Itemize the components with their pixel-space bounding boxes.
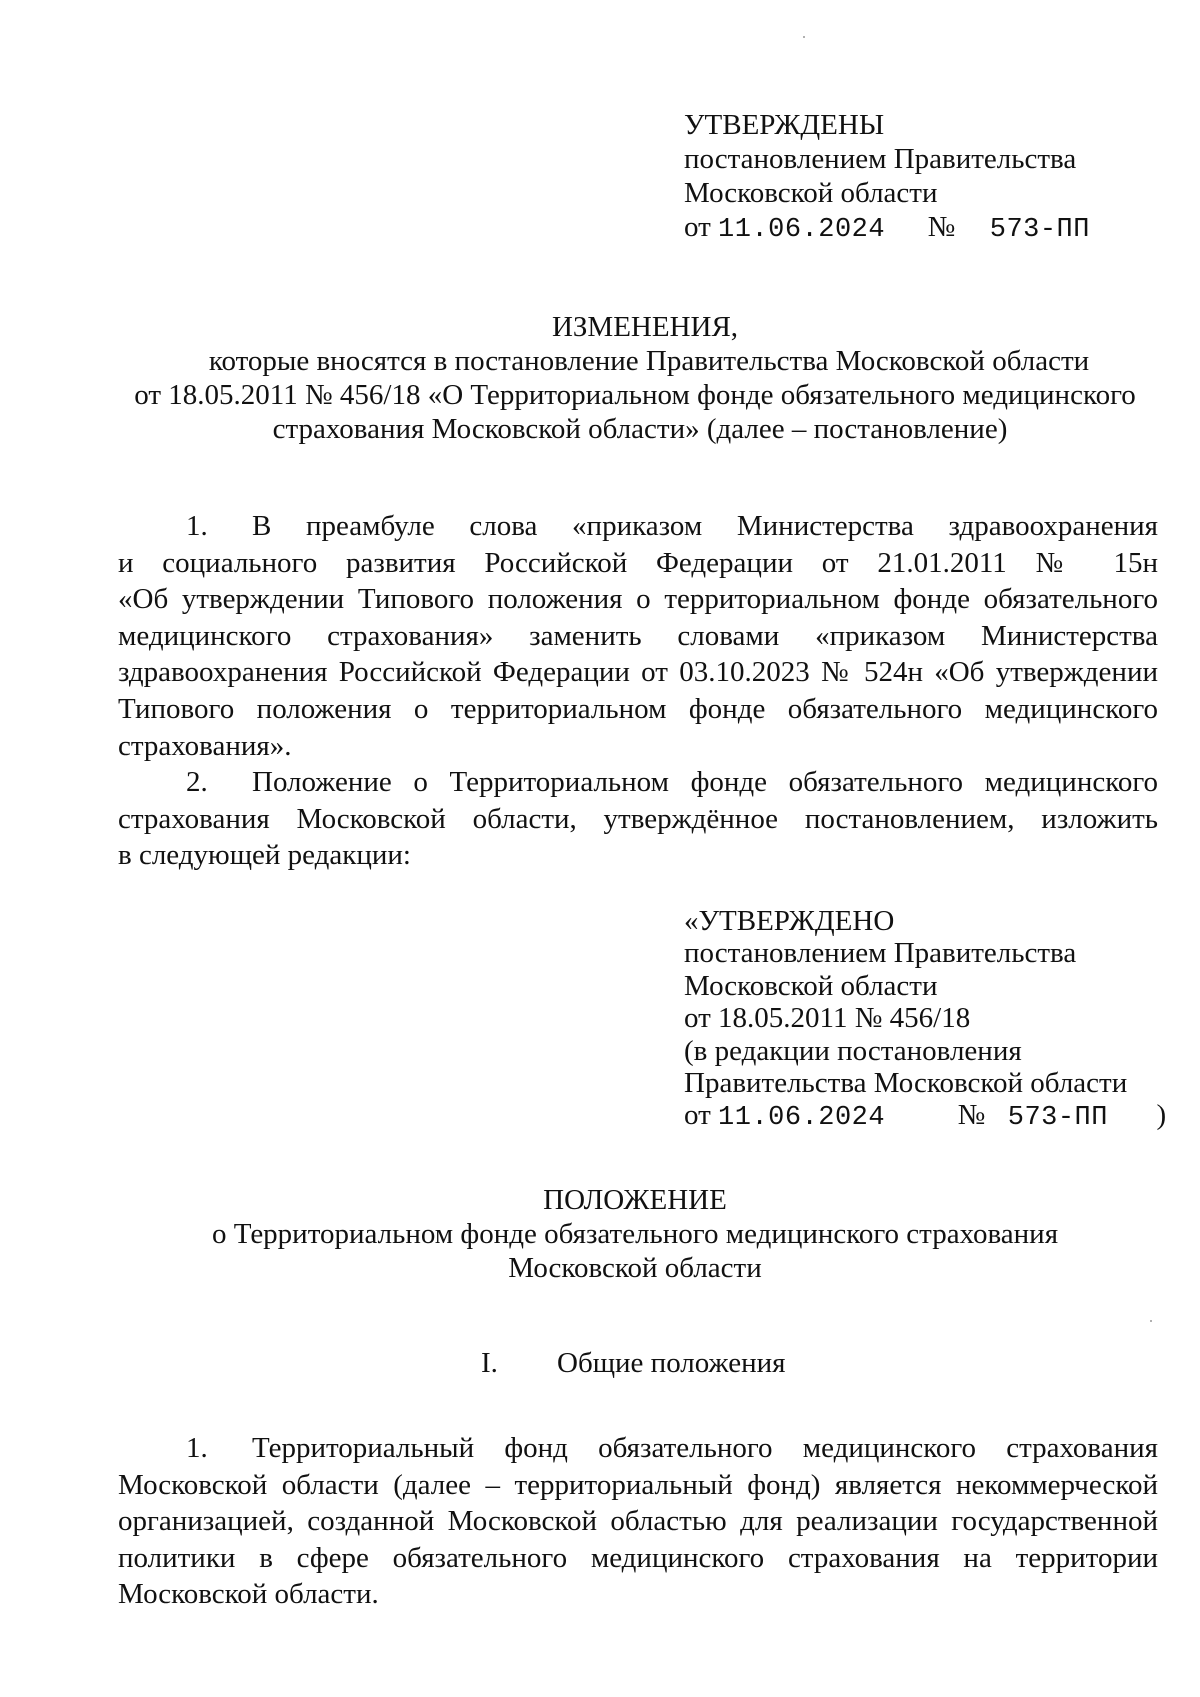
- approval-line: постановлением Правительства: [684, 143, 1077, 175]
- paragraph-line: «Об утверждении Типового положения о территориальном фонде обязательного: [118, 583, 1158, 616]
- changes-header: [110, 310, 1160, 446]
- section-roman-numeral: I.: [481, 1347, 498, 1379]
- approval-line: Московской области: [684, 177, 938, 209]
- paragraph-line: 1. Территориальный фонд обязательного медицинского страхования: [118, 1430, 1158, 1467]
- approved-line: от 18.05.2011 № 456/18: [684, 1002, 971, 1035]
- date-prefix: от: [684, 211, 711, 243]
- paragraph-line: Московской области.: [118, 1578, 379, 1611]
- changes-line: страхования Московской области» (далее – постановление): [272, 413, 1008, 445]
- approval-date-line: [684, 210, 1090, 247]
- approved-line: (в редакции постановления: [684, 1034, 1022, 1067]
- paragraph-line: организацией, созданной Московской областью для реализации государственной: [118, 1505, 1158, 1538]
- paragraph-line: здравоохранения Российской Федерации от 03.10.2023 № 524н «Об утверждении: [118, 656, 1158, 689]
- paragraph-line: политики в сфере обязательного медицинского страхования на территории: [118, 1541, 1158, 1574]
- approved-number: 573-ПП: [1007, 1103, 1108, 1134]
- changes-line: которые вносятся в постановление Правительства Московской области: [208, 345, 1090, 377]
- approved-date-line: [684, 1099, 1166, 1134]
- approved-line: постановлением Правительства: [684, 937, 1077, 970]
- section-title: Общие положения: [557, 1347, 786, 1379]
- item-number: 1.: [186, 510, 208, 542]
- paragraph-line: Типового положения о территориальном фонде обязательного медицинского: [118, 692, 1158, 725]
- paragraph-item-2: [118, 764, 1158, 874]
- approved-line: Московской области: [684, 969, 938, 1002]
- paragraph-section1-item-1: [118, 1430, 1158, 1613]
- item-number: 2.: [186, 766, 208, 798]
- paragraph-line: страхования».: [118, 729, 292, 762]
- paragraph-line: 1. В преамбуле слова «приказом Министерства здравоохранения: [118, 508, 1158, 545]
- paragraph-line: 2. Положение о Территориальном фонде обязательного медицинского: [118, 764, 1158, 801]
- scan-speck: [803, 36, 805, 38]
- closing-parenthesis: ): [1156, 1099, 1167, 1132]
- number-sign: №: [957, 1099, 986, 1132]
- changes-title: ИЗМЕНЕНИЯ,: [551, 311, 739, 343]
- scan-speck: [1150, 1320, 1152, 1322]
- paragraph-item-1: [118, 508, 1158, 764]
- number-sign: №: [927, 211, 956, 243]
- item-number: 1.: [186, 1432, 208, 1464]
- paragraph-line: и социального развития Российской Федерации от 21.01.2011 № 15н: [118, 546, 1158, 579]
- approved-line: Правительства Московской области: [684, 1067, 1128, 1100]
- date-prefix: от: [684, 1099, 711, 1132]
- approved-stamp: [684, 905, 1166, 1135]
- changes-line: от 18.05.2011 № 456/18 «О Территориальном фонде обязательного медицинского: [134, 379, 1136, 411]
- approval-stamp: [684, 108, 1090, 247]
- approval-date: 11.06.2024: [718, 215, 886, 245]
- approved-title: «УТВЕРЖДЕНО: [684, 905, 895, 937]
- regulation-title: ПОЛОЖЕНИЕ: [543, 1184, 727, 1216]
- regulation-line: о Территориальном фонде обязательного медицинского страхования: [211, 1218, 1059, 1250]
- regulation-line: Московской области: [508, 1252, 762, 1284]
- approval-number: 573-ПП: [989, 215, 1090, 245]
- paragraph-line: Московской области (далее – территориальный фонд) является некоммерческой: [118, 1468, 1158, 1501]
- paragraph-line: медицинского страхования» заменить словами «приказом Министерства: [118, 619, 1158, 652]
- approved-date: 11.06.2024: [718, 1103, 886, 1134]
- paragraph-line: в следующей редакции:: [118, 839, 411, 872]
- regulation-header: [110, 1183, 1160, 1285]
- approval-title: УТВЕРЖДЕНЫ: [684, 109, 885, 141]
- paragraph-line: страхования Московской области, утверждённое постановлением, изложить: [118, 802, 1158, 835]
